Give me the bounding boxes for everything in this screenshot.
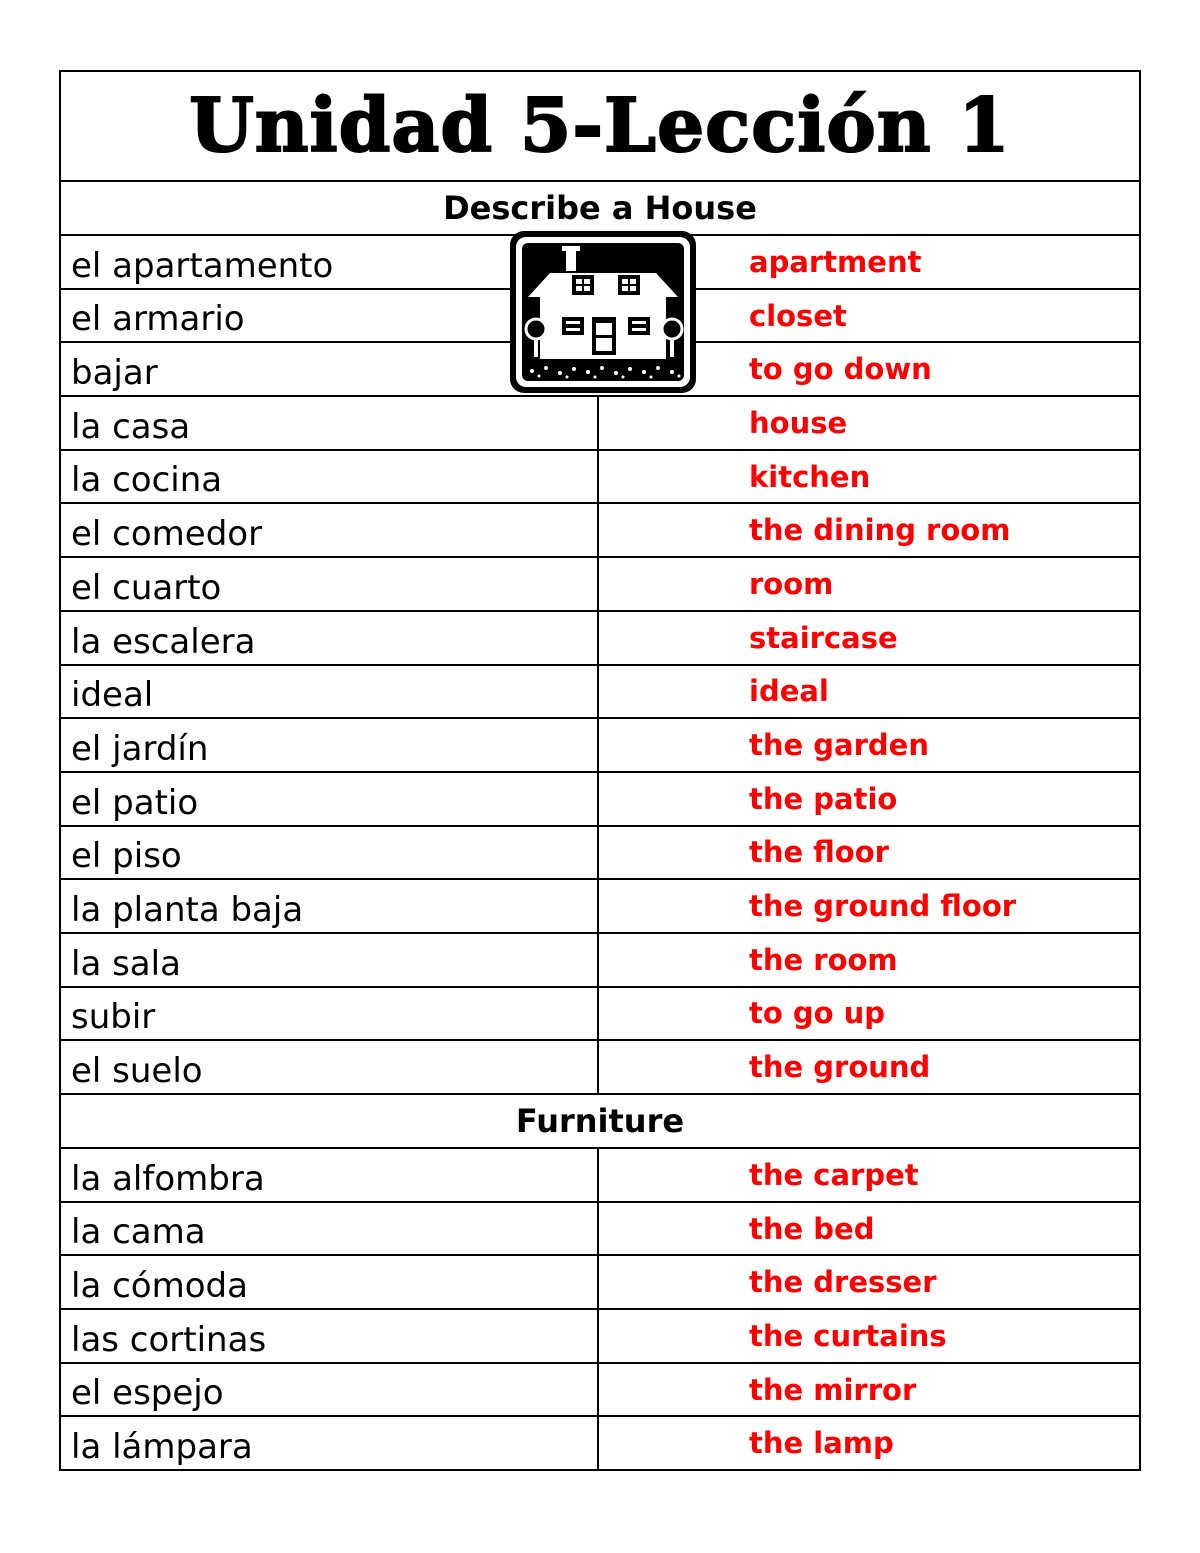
- english-translation: the floor: [749, 835, 889, 870]
- spanish-term: la alfombra: [61, 1149, 599, 1201]
- spanish-term: las cortinas: [61, 1310, 599, 1362]
- spanish-term: el piso: [61, 827, 599, 879]
- spanish-term: la cama: [61, 1203, 599, 1255]
- vocab-row: [61, 773, 1139, 827]
- english-translation: to go up: [749, 996, 886, 1031]
- english-translation: the dresser: [749, 1265, 937, 1300]
- english-translation: the garden: [749, 728, 929, 763]
- spanish-term: subir: [61, 988, 599, 1040]
- spanish-term: el cuarto: [61, 558, 599, 610]
- english-translation: the mirror: [749, 1372, 917, 1407]
- section-heading: Describe a House: [61, 182, 1139, 236]
- vocab-row: [61, 666, 1139, 720]
- english-translation: the dining room: [749, 513, 1011, 548]
- vocab-row: [61, 934, 1139, 988]
- english-translation: staircase: [749, 620, 898, 655]
- english-translation: to go down: [749, 352, 932, 387]
- english-translation: the lamp: [749, 1426, 894, 1461]
- spanish-term: el jardín: [61, 719, 599, 771]
- vocab-row: [61, 1417, 1139, 1469]
- vocab-row: [61, 558, 1139, 612]
- english-translation: the curtains: [749, 1318, 947, 1353]
- vocab-row: [61, 1364, 1139, 1418]
- english-translation: house: [749, 405, 848, 440]
- spanish-term: la lámpara: [61, 1417, 599, 1469]
- spanish-term: la cocina: [61, 451, 599, 503]
- english-translation: room: [749, 566, 834, 601]
- vocab-row: [61, 880, 1139, 934]
- spanish-term: el espejo: [61, 1364, 599, 1416]
- house-icon: [510, 231, 696, 393]
- english-translation: the ground: [749, 1050, 931, 1085]
- english-translation: the ground floor: [749, 889, 1017, 924]
- spanish-term: el armario: [71, 299, 245, 340]
- spanish-term: el apartamento: [71, 245, 334, 286]
- vocab-row: [61, 1310, 1139, 1364]
- spanish-term: el comedor: [61, 504, 599, 556]
- spanish-term: la planta baja: [61, 880, 599, 932]
- section-heading: Furniture: [61, 1095, 1139, 1149]
- spanish-term: la cómoda: [61, 1256, 599, 1308]
- vocab-row: [61, 719, 1139, 773]
- vocab-row: [61, 827, 1139, 881]
- english-translation: the room: [749, 942, 898, 977]
- english-translation: the carpet: [749, 1157, 919, 1192]
- english-translation: apartment: [749, 244, 922, 279]
- spanish-term: la escalera: [61, 612, 599, 664]
- vocab-row: [61, 397, 1139, 451]
- worksheet-title: Unidad 5-Lección 1: [189, 83, 1011, 169]
- english-translation: closet: [749, 298, 847, 333]
- vocab-row: [61, 1256, 1139, 1310]
- spanish-term: el patio: [61, 773, 599, 825]
- spanish-term: bajar: [71, 353, 158, 394]
- english-translation: the bed: [749, 1211, 875, 1246]
- spanish-term: ideal: [61, 666, 599, 718]
- spanish-term: la sala: [61, 934, 599, 986]
- english-translation: ideal: [749, 674, 829, 709]
- spanish-term: la casa: [61, 397, 599, 449]
- english-translation: kitchen: [749, 459, 871, 494]
- vocab-row: [61, 988, 1139, 1042]
- spanish-term: el suelo: [61, 1041, 599, 1093]
- vocab-row: [61, 612, 1139, 666]
- english-translation: the patio: [749, 781, 898, 816]
- title-row: [61, 72, 1139, 182]
- vocab-row: [61, 1149, 1139, 1203]
- vocab-row: [61, 1041, 1139, 1095]
- vocab-row: [61, 504, 1139, 558]
- vocab-row: [61, 1203, 1139, 1257]
- vocab-row: [61, 451, 1139, 505]
